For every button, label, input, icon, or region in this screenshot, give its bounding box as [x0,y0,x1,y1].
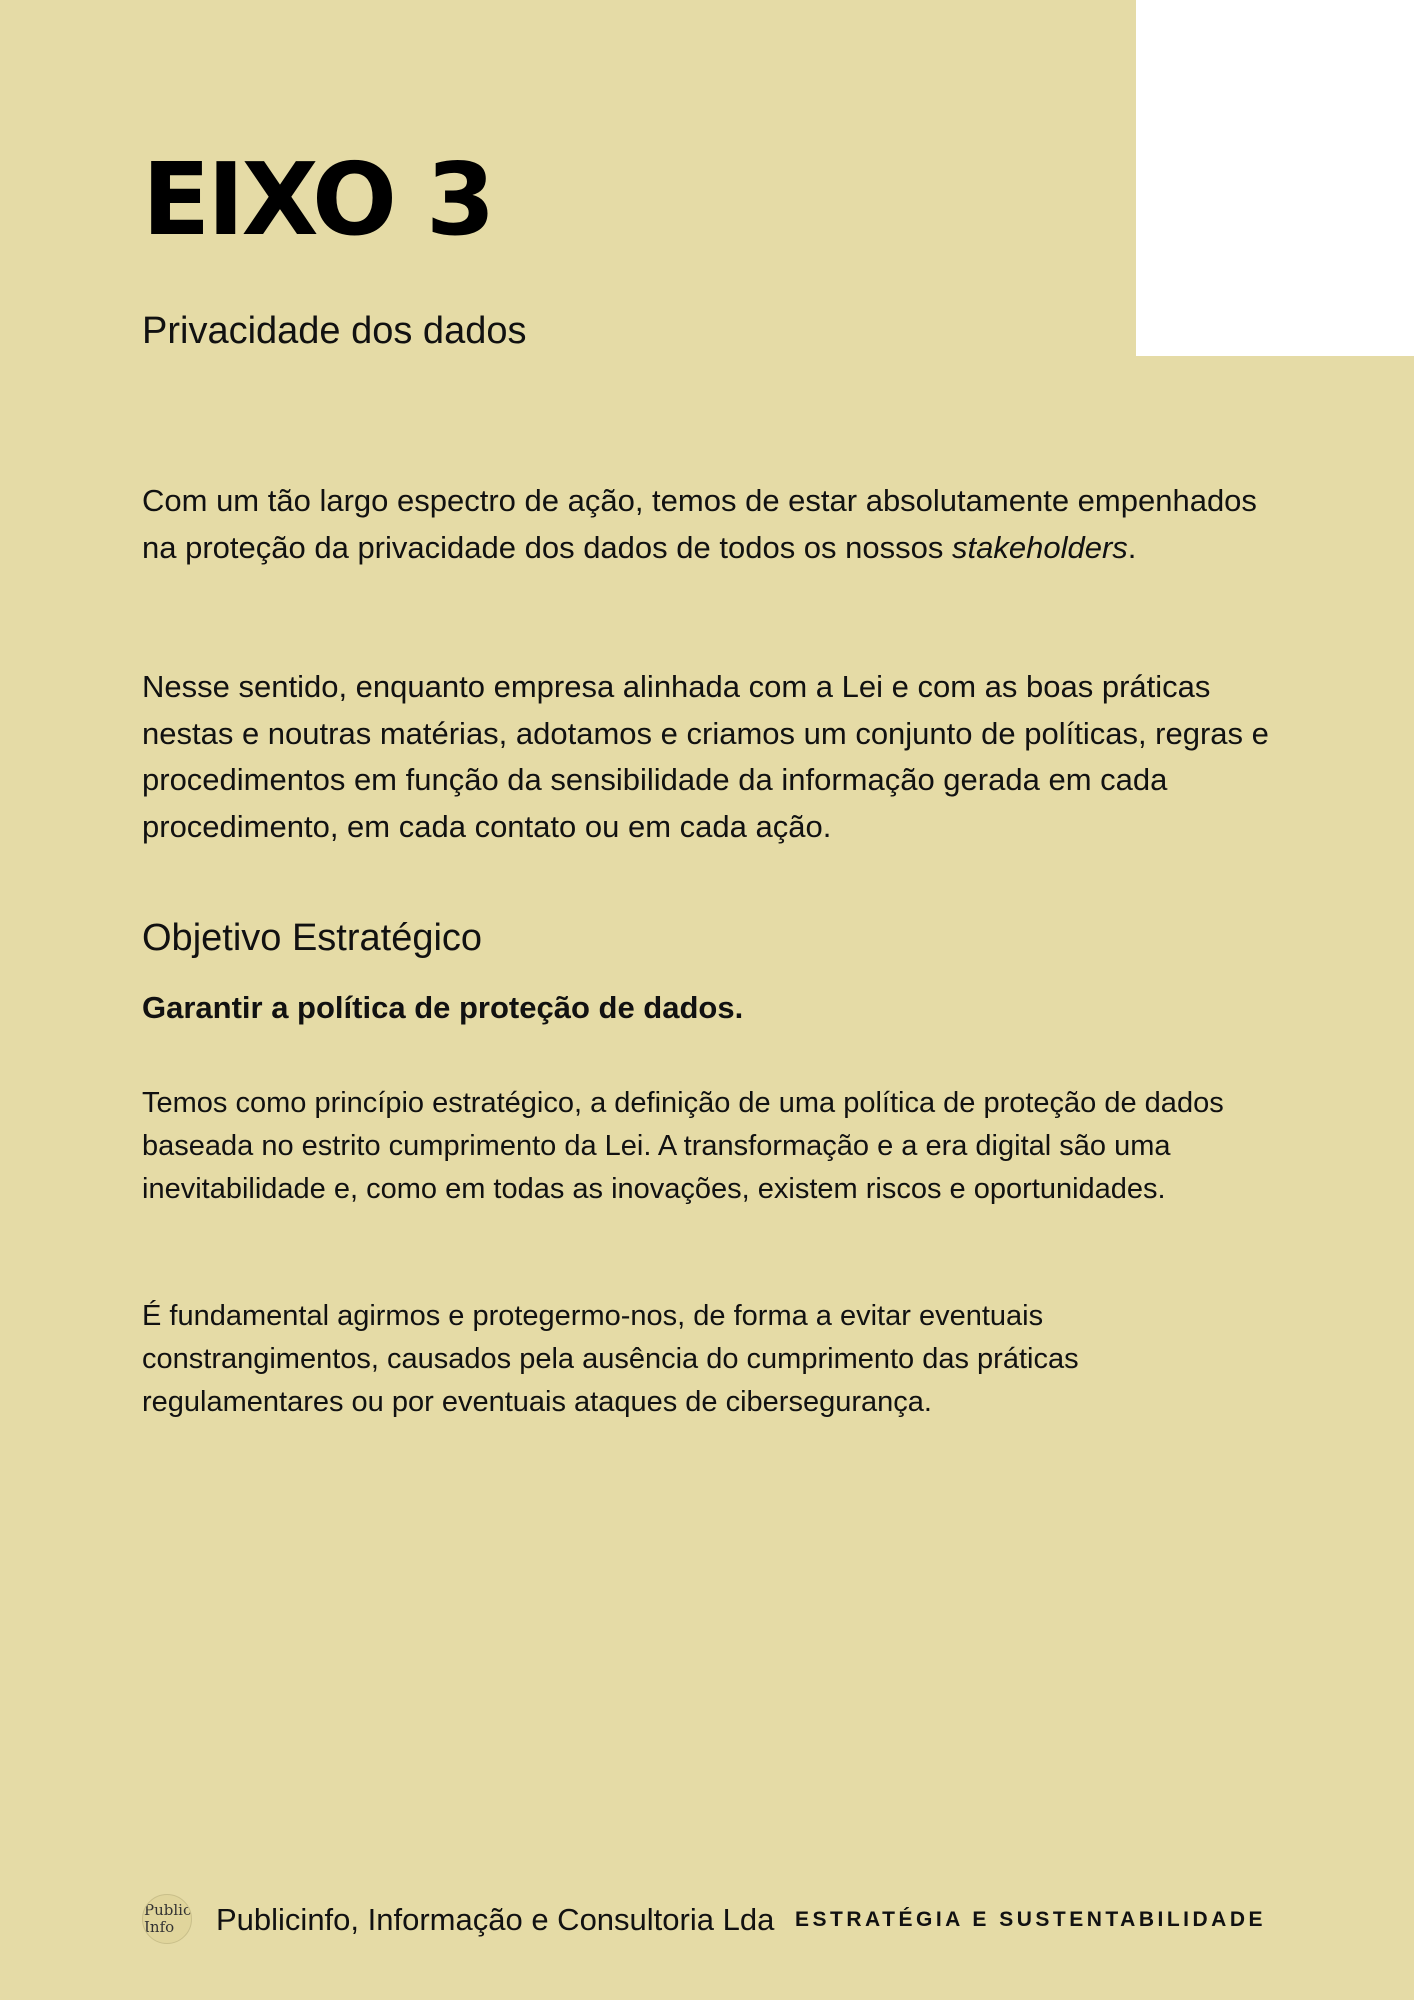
objective-heading: Objetivo Estratégico [142,917,483,959]
logo-line-1: Public [144,1901,192,1919]
company-logo [142,1894,192,1944]
corner-block [1136,0,1414,356]
logo-line-2: Info [144,1918,175,1936]
page-title: EIXO 3 [142,141,493,258]
intro-paragraph-1-text: Com um tão largo espectro de ação, temos de estar absolutamente empenhados na proteção da privacidade dos dados de todos os nossos [142,483,1257,565]
intro-paragraph-1-end: . [1127,529,1137,565]
stakeholders-emphasis: stakeholders [952,529,1128,565]
intro-paragraph-2: Nesse sentido, enquanto empresa alinhada com a Lei e com as boas práticas nestas e noutras matérias, adotamos e criamos um conjunto de políticas, regras e procedimentos em função da sensibilidade da informação gerada em cada procedimento, em cada contato ou em cada ação. [142,669,1269,844]
footer-section-label: ESTRATÉGIA E SUSTENTABILIDADE [795,1908,1266,1931]
intro-paragraph-1 [142,478,1282,571]
objective-statement: Garantir a política de proteção de dados. [142,990,744,1025]
page-subtitle: Privacidade dos dados [142,310,527,352]
objective-paragraph-2: É fundamental agirmos e protegermo-nos, de forma a evitar eventuais constrangimentos, causados pela ausência do cumprimento das práticas regulamentares ou por eventuais ataques de cibersegurança. [142,1300,1079,1418]
objective-paragraph-1: Temos como princípio estratégico, a definição de uma política de proteção de dados baseada no estrito cumprimento da Lei. A transformação e a era digital são uma inevitabilidade e, como em todas as inovações, existem riscos e oportunidades. [142,1087,1224,1205]
footer-company-name: Publicinfo, Informação e Consultoria Lda [216,1902,775,1937]
